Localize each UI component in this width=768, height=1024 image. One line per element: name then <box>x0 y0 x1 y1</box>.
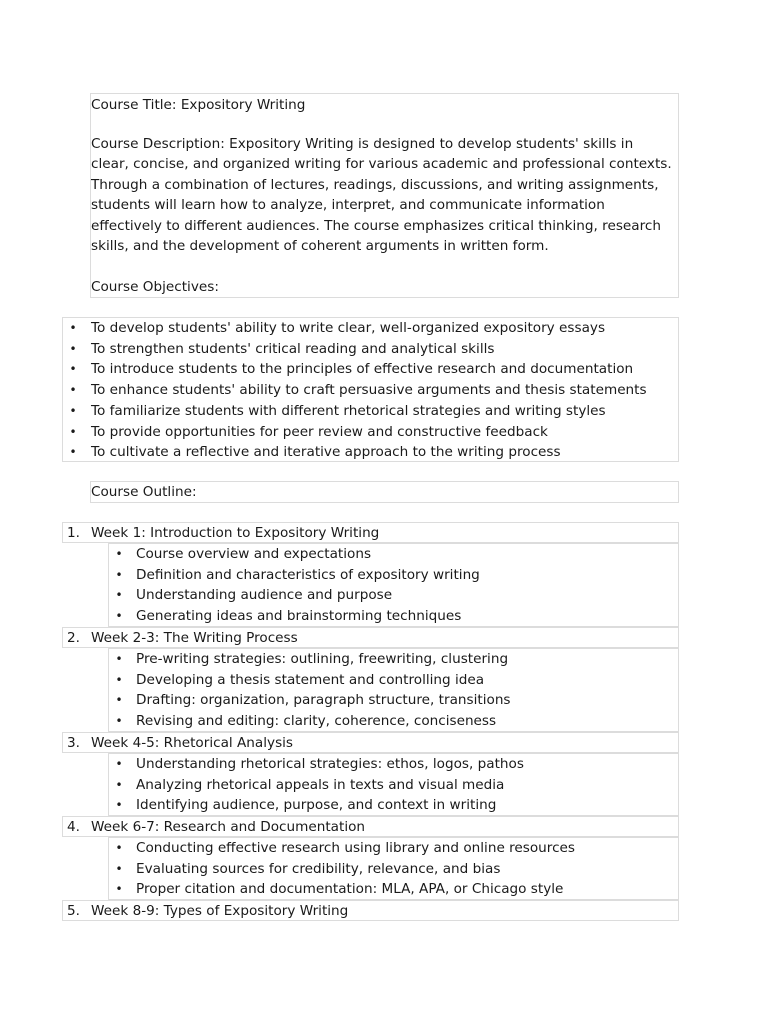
course-title: Course Title: Expository Writing <box>91 97 306 113</box>
week-title: Week 4-5: Rhetorical Analysis <box>91 735 294 751</box>
topic-text: Developing a thesis statement and controlling idea <box>136 671 485 688</box>
bullet-icon: • <box>115 757 123 771</box>
topic-text: Pre-writing strategies: outlining, freewriting, clustering <box>136 651 509 667</box>
week-title: Week 8-9: Types of Expository Writing <box>91 903 349 919</box>
week-item <box>62 627 679 648</box>
week-number: 4. <box>67 819 80 835</box>
week-number: 5. <box>67 903 80 919</box>
bullet-icon: • <box>115 609 123 624</box>
week-number: 1. <box>67 525 80 541</box>
topic-text: Identifying audience, purpose, and context in writing <box>136 797 497 814</box>
course-description: Course Description: Expository Writing is designed to develop students' skills in clear, concise, and organized writing for various academic and professional contexts. Through a combination of lectures, readings, discussions, and writing assignments, students will learn how to analyze, interpret, and communicate information effectively to different audiences. The course emphasizes critical thinking, research skills, and the development of coherent arguments in written form. <box>91 136 672 255</box>
topic-text: Conducting effective research using library and online resources <box>136 840 576 856</box>
topic-text: Generating ideas and brainstorming techniques <box>136 608 462 625</box>
bullet-icon: • <box>115 588 123 603</box>
week-topics-list <box>108 648 679 732</box>
week-item <box>62 816 679 837</box>
week-item <box>62 522 679 543</box>
bullet-icon: • <box>69 321 77 335</box>
topic-text: Proper citation and documentation: MLA, APA, or Chicago style <box>136 881 564 898</box>
objective-text: To introduce students to the principles of effective research and documentation <box>91 361 634 378</box>
topic-text: Understanding audience and purpose <box>136 587 393 604</box>
week-topics-list <box>108 837 679 900</box>
topic-text: Definition and characteristics of expository writing <box>136 566 480 583</box>
bullet-icon: • <box>69 403 77 418</box>
objective-text: To enhance students' ability to craft persuasive arguments and thesis statements <box>91 382 647 399</box>
topic-text: Revising and editing: clarity, coherence, conciseness <box>136 713 497 730</box>
bullet-icon: • <box>115 672 123 687</box>
week-item <box>62 900 679 921</box>
bullet-icon: • <box>115 714 123 729</box>
bullet-icon: • <box>69 362 77 377</box>
week-topics-list <box>108 753 679 816</box>
bullet-icon: • <box>69 383 77 398</box>
bullet-icon: • <box>115 652 123 666</box>
course-intro-section <box>90 93 679 298</box>
bullet-icon: • <box>69 341 77 356</box>
topic-text: Drafting: organization, paragraph structure, transitions <box>136 692 511 709</box>
outline-heading-box <box>90 481 679 503</box>
topic-text: Evaluating sources for credibility, relevance, and bias <box>136 860 501 877</box>
bullet-icon: • <box>115 567 123 582</box>
objective-text: To familiarize students with different rhetorical strategies and writing styles <box>91 402 606 419</box>
week-number: 3. <box>67 735 80 751</box>
outline-heading: Course Outline: <box>91 484 197 500</box>
objective-text: To provide opportunities for peer review and constructive feedback <box>91 423 548 440</box>
bullet-icon: • <box>69 445 77 460</box>
bullet-icon: • <box>69 424 77 439</box>
topic-text: Understanding rhetorical strategies: ethos, logos, pathos <box>136 756 524 772</box>
objectives-list <box>62 317 679 462</box>
bullet-icon: • <box>115 777 123 792</box>
objectives-heading: Course Objectives: <box>91 279 219 295</box>
objective-text: To strengthen students' critical reading and analytical skills <box>91 340 495 357</box>
bullet-icon: • <box>115 547 123 561</box>
week-title: Week 2-3: The Writing Process <box>91 630 298 646</box>
topic-text: Analyzing rhetorical appeals in texts and visual media <box>136 776 505 793</box>
bullet-icon: • <box>115 861 123 876</box>
week-title: Week 6-7: Research and Documentation <box>91 819 366 835</box>
bullet-icon: • <box>115 882 123 897</box>
objective-text: To cultivate a reflective and iterative approach to the writing process <box>91 444 561 461</box>
week-item <box>62 732 679 753</box>
bullet-icon: • <box>115 693 123 708</box>
week-title: Week 1: Introduction to Expository Writing <box>91 525 380 541</box>
bullet-icon: • <box>115 841 123 855</box>
bullet-icon: • <box>115 798 123 813</box>
week-topics-list <box>108 543 679 627</box>
topic-text: Course overview and expectations <box>136 546 372 562</box>
week-number: 2. <box>67 630 80 646</box>
objective-text: To develop students' ability to write clear, well-organized expository essays <box>91 320 606 336</box>
